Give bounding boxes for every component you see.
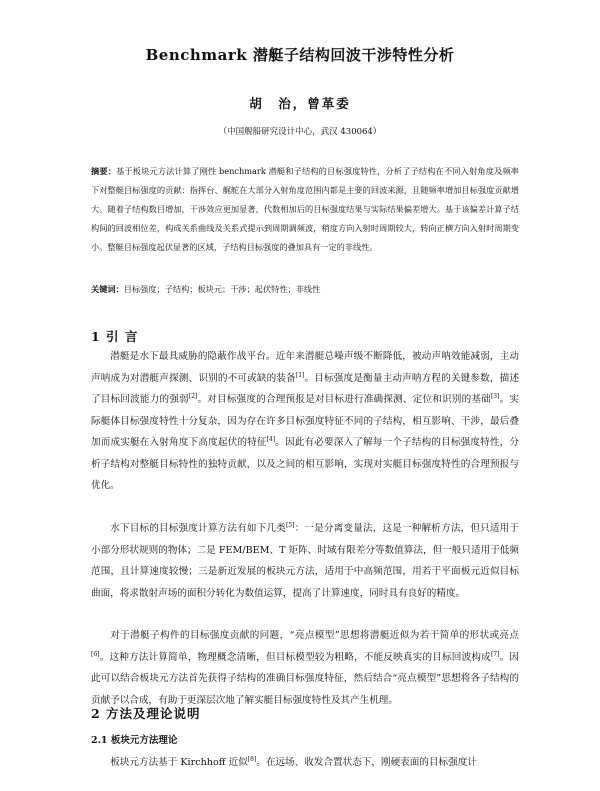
intro-paragraph-2: [91, 518, 519, 604]
section-heading-introduction: 1 引 言: [91, 329, 139, 344]
paragraph-text: 板块元方法基于 Kirchhoff 近似: [110, 757, 248, 768]
citation: [7]: [490, 650, 500, 658]
citation: [1]: [295, 371, 305, 379]
paragraph-text: 。目标强度是衡量主动声呐方程的关键参数，描述了目标回波能力的强弱: [91, 372, 520, 405]
paragraph-text: 潜艇是水下最具威胁的隐蔽作战平台。近年来潜艇总噪声级不断降低，被动声呐效能减弱，主动声呐成为对潜艇声探测、识别的不可或缺的装备: [91, 351, 519, 384]
citation: [6]: [91, 650, 100, 658]
intro-paragraph-3: [91, 625, 519, 711]
abstract-text: 基于板块元方法计算了刚性 benchmark 潜艇和子结构的目标强度特性，分析了子结构在不同入射角度及频率下对整艇目标强度的贡献：指挥台、艉舵在大部分入射角度范围内都是主要的回波来源，且随频率增加目标强度贡献增大。随着子结构数目增加，干涉效应更加显著，代数相加后的目标强度结果与实际结果偏差增大。基于该偏差计算子结构间的回波相位差，构成关系曲线及关系式提示到周期调频波，稍度方向入射时周期较大，转向正横方向入射时周期变小。整艇目标强度起伏显著的区域，子结构目标强度的叠加具有一定的非线性。: [91, 166, 519, 252]
paragraph-text: 。这种方法计算简单，物理概念清晰，但目标模型较为粗略，不能反映真实的目标回波构成: [99, 651, 491, 663]
paragraph-text: 。在远场、收发合置状态下，刚硬表面的目标强度计: [256, 757, 477, 768]
keywords-label: 关键词：: [91, 284, 124, 294]
keywords-text: 目标强度；子结构；板块元；干涉；起伏特性；非线性: [123, 284, 321, 294]
citation: [3]: [490, 392, 500, 400]
paragraph-text: 。实际艇体目标强度特性十分复杂，因为存在许多目标强度特征不同的子结构，相互影响、干涉，最后叠加而成实艇在入射角度下高度起伏的特征: [91, 394, 519, 448]
subsection-heading-panel-method: 2.1 板块元方法理论: [91, 735, 178, 746]
abstract-label: 摘要：: [91, 166, 117, 176]
abstract: [91, 162, 519, 257]
methods-paragraph-1: [91, 752, 519, 773]
paragraph-text: 水下目标的目标强度计算方法有如下几类: [110, 523, 286, 534]
paragraph-text: 对于潜艇子构件的目标强度贡献的问题，“亮点模型”思想将潜艇近似为若干简单的形状或亮点: [110, 630, 519, 641]
paragraph-text: 。因此可以结合板块元方法首先获得子结构的准确目标强度特征，然后结合“亮点模型”思想将各子结构的贡献予以合成，有助于更深层次地了解实艇目标强度特性及其产生机理。: [91, 651, 519, 706]
intro-paragraph-1: [91, 346, 519, 497]
paper-title: Benchmark 潜艇子结构回波干涉特性分析: [145, 46, 455, 64]
citation: [5]: [285, 521, 295, 529]
citation: [4]: [266, 435, 276, 443]
citation: [2]: [188, 392, 198, 400]
paragraph-text: 。因此有必要深入了解每一个子结构的目标强度特性，分析子结构对整艇目标特性的独特贡献，以及之间的相互影响，实现对实艇目标强度特性的合理预报与优化。: [91, 437, 520, 491]
section-heading-methods: 2 方法及理论说明: [91, 706, 201, 721]
citation: [8]: [247, 755, 257, 763]
author-list: 胡 治，曾革委: [249, 96, 351, 111]
keywords: [91, 281, 519, 297]
affiliation: （中国舰船研究设计中心，武汉 430064）: [218, 127, 382, 137]
paragraph-text: 。对目标强度的合理预报是对目标进行准确探测、定位和识别的基础: [197, 394, 491, 405]
paragraph-text: ：一是分离变量法，这是一种解析方法，但只适用于小部分形状规则的物体；二是 FEM/BEM、T 矩阵、时域有限差分等数值算法，但一般只适用于低频范围，且计算速度较慢；三是新近发展的板块元方法，适用于中高频范围，用若干平面板元近似目标曲面，将求散射声场的面积分转化为数值运算，提高了计算速度，同时具有良好的精度。: [91, 523, 520, 599]
